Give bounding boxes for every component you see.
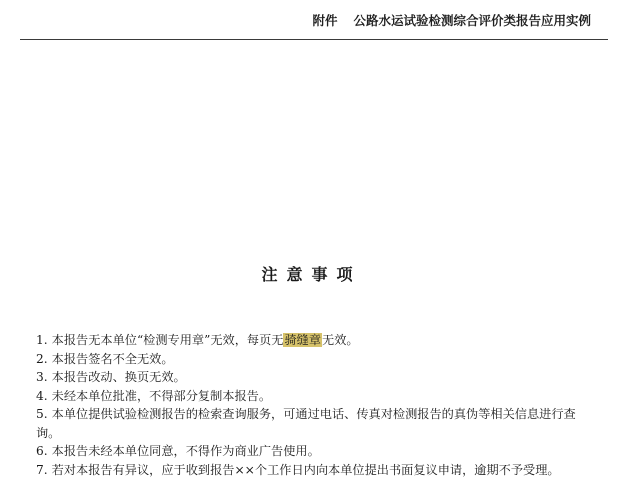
- header-text: [312, 12, 591, 30]
- item-text-part: 无效。: [322, 333, 359, 347]
- header-title: 公路水运试验检测综合评价类报告应用实例: [353, 13, 591, 28]
- item-number: 4.: [36, 388, 48, 403]
- notice-item-3: [36, 368, 600, 387]
- item-text: 若对本报告有异议，应于收到报告××个工作日内向本单位提出书面复议申请，逾期不予受理。: [51, 462, 560, 477]
- item-text: 未经本单位批准，不得部分复制本报告。: [51, 388, 272, 403]
- header-rule: [20, 39, 608, 40]
- notice-item-7: [36, 461, 600, 480]
- highlighted-text: 骑缝章: [284, 333, 322, 347]
- item-number: 7.: [36, 462, 48, 477]
- notice-item-1: [36, 331, 600, 350]
- item-text: 本报告改动、换页无效。: [51, 370, 186, 384]
- item-text-part: 本报告无本单位“检测专用章”无效，每页无: [51, 333, 284, 347]
- item-text: 本报告签名不全无效。: [51, 351, 174, 366]
- notice-item-4: [36, 387, 600, 406]
- item-number: 3.: [36, 370, 48, 384]
- item-number: 1.: [36, 333, 48, 347]
- header-appendix-label: 附件: [312, 13, 338, 28]
- notice-item-6: [36, 442, 600, 461]
- notice-item-2: [36, 350, 600, 369]
- item-text: 本报告未经本单位同意，不得作为商业广告使用。: [51, 444, 320, 458]
- item-number: 6.: [36, 444, 48, 458]
- notice-title: 注意事项: [261, 265, 362, 284]
- notice-list: [36, 331, 600, 479]
- item-text: 本单位提供试验检测报告的检索查询服务，可通过电话、传真对检测报告的真伪等相关信息进行查询。: [36, 407, 576, 440]
- item-number: 2.: [36, 351, 48, 366]
- notice-item-5: [36, 405, 600, 442]
- running-header: [0, 12, 623, 38]
- item-number: 5.: [36, 407, 48, 421]
